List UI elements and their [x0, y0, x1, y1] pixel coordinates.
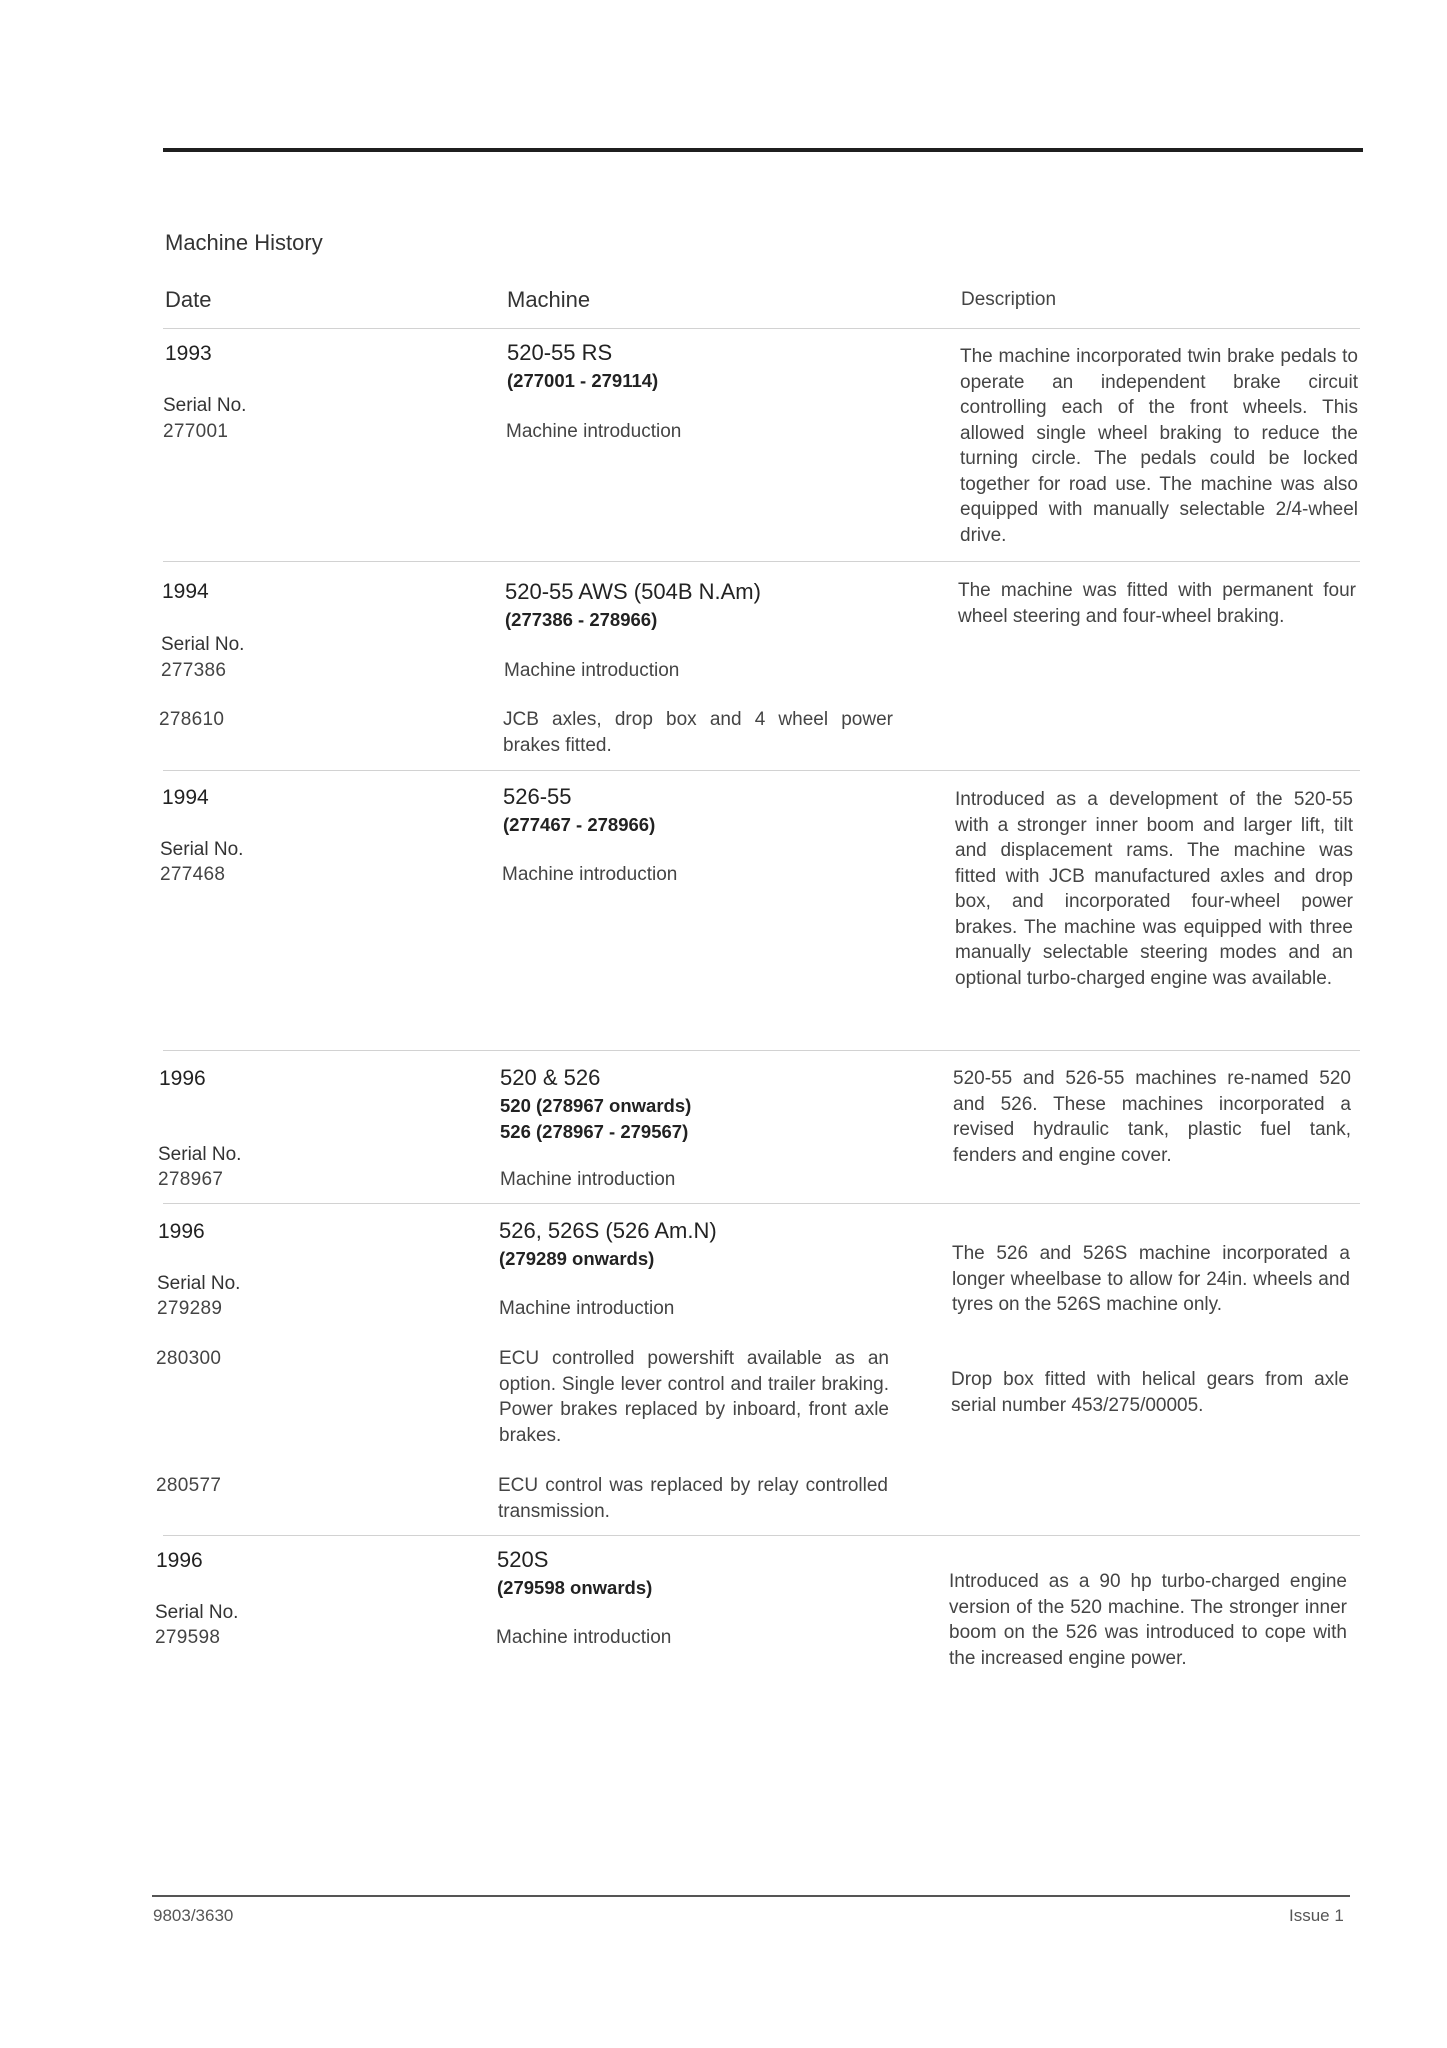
entry-year: 1996 [156, 1549, 203, 1572]
entry-description: The machine incorporated twin brake pedals to operate an independent brake circuit controlling each of the front wheels. This allowed single wheel braking to reduce the turning circle. The pedals could be locked together for road use. The machine was also equipped with manually selectable 2/4-wheel drive. [960, 346, 1358, 546]
header-divider [163, 328, 1360, 329]
serial-number: 277468 [160, 864, 226, 885]
machine-note: Machine introduction [502, 864, 678, 885]
entry-description: 520-55 and 526-55 machines re-named 520 and 526. These machines incorporated a revised hydraulic tank, plastic fuel tank, fenders and engine cover. [953, 1068, 1351, 1166]
column-header-description: Description [961, 289, 1057, 310]
serial-number: 277001 [163, 421, 229, 442]
entry-description: Introduced as a development of the 520-55 with a stronger inner boom and larger lift, tilt and displacement rams. The machine was fitted with JCB manufactured axles and drop box, and incorporated four-wheel power brakes. The machine was equipped with three manually selectable steering modes and an optional turbo-charged engine was available. [955, 789, 1353, 989]
footer-rule [152, 1895, 1350, 1897]
entry-year: 1994 [162, 580, 209, 603]
serial-label: Serial No. [161, 634, 245, 655]
row-divider [163, 561, 1360, 562]
entry-year: 1993 [165, 342, 212, 365]
machine-model: 526, 526S (526 Am.N) [499, 1218, 717, 1243]
serial-range: 520 (278967 onwards) [500, 1095, 692, 1116]
machine-note: Machine introduction [500, 1169, 676, 1190]
machine-model: 520-55 RS [507, 340, 613, 365]
machine-model: 520-55 AWS (504B N.Am) [505, 579, 761, 604]
serial-range: (277467 - 278966) [503, 814, 656, 835]
machine-note: Machine introduction [506, 421, 682, 442]
entry-description: Drop box fitted with helical gears from axle serial number 453/275/00005. [951, 1369, 1349, 1416]
entry-description: The 526 and 526S machine incorporated a longer wheelbase to allow for 24in. wheels and tyres on the 526S machine only. [952, 1243, 1350, 1315]
serial-label: Serial No. [163, 395, 247, 416]
serial-range: (279598 onwards) [497, 1577, 653, 1598]
machine-note: ECU controlled powershift available as an option. Single lever control and trailer braking. Power brakes replaced by inboard, front axle brakes. [499, 1348, 889, 1446]
machine-note: ECU control was replaced by relay controlled transmission. [498, 1475, 888, 1522]
machine-model: 520S [497, 1547, 549, 1572]
issue-label: Issue 1 [1289, 1906, 1344, 1925]
serial-number: 279289 [157, 1298, 223, 1319]
serial-label: Serial No. [158, 1144, 242, 1165]
machine-note: Machine introduction [504, 660, 680, 681]
document-number: 9803/3630 [153, 1906, 234, 1925]
column-header-machine: Machine [507, 287, 591, 312]
serial-label: Serial No. [157, 1273, 241, 1294]
machine-model: 520 & 526 [500, 1065, 601, 1090]
machine-note: Machine introduction [496, 1627, 672, 1648]
row-divider [163, 770, 1360, 771]
serial-range: 526 (278967 - 279567) [500, 1121, 689, 1142]
entry-year: 1994 [162, 786, 209, 809]
entry-description: The machine was fitted with permanent four wheel steering and four-wheel braking. [958, 580, 1356, 627]
row-divider [163, 1050, 1360, 1051]
serial-range: (277001 - 279114) [507, 370, 659, 391]
top-rule [163, 148, 1363, 152]
serial-label: Serial No. [160, 839, 244, 860]
column-header-date: Date [165, 287, 212, 312]
row-divider [163, 1535, 1360, 1536]
machine-note: Machine introduction [499, 1298, 675, 1319]
serial-label: Serial No. [155, 1602, 239, 1623]
entry-description: Introduced as a 90 hp turbo-charged engine version of the 520 machine. The stronger inner boom on the 526 was introduced to cope with the increased engine power. [949, 1571, 1347, 1669]
serial-number: 280577 [156, 1475, 222, 1496]
entry-year: 1996 [159, 1067, 206, 1090]
page-title: Machine History [165, 230, 323, 255]
machine-note: JCB axles, drop box and 4 wheel power brakes fitted. [503, 709, 893, 756]
machine-model: 526-55 [503, 784, 572, 809]
serial-number: 277386 [161, 660, 227, 681]
serial-range: (277386 - 278966) [505, 609, 658, 630]
row-divider [163, 1203, 1360, 1204]
serial-number: 278967 [158, 1169, 224, 1190]
serial-number: 279598 [155, 1627, 221, 1648]
serial-range: (279289 onwards) [499, 1248, 655, 1269]
serial-number: 278610 [159, 709, 225, 730]
entry-year: 1996 [158, 1220, 205, 1243]
serial-number: 280300 [156, 1348, 222, 1369]
